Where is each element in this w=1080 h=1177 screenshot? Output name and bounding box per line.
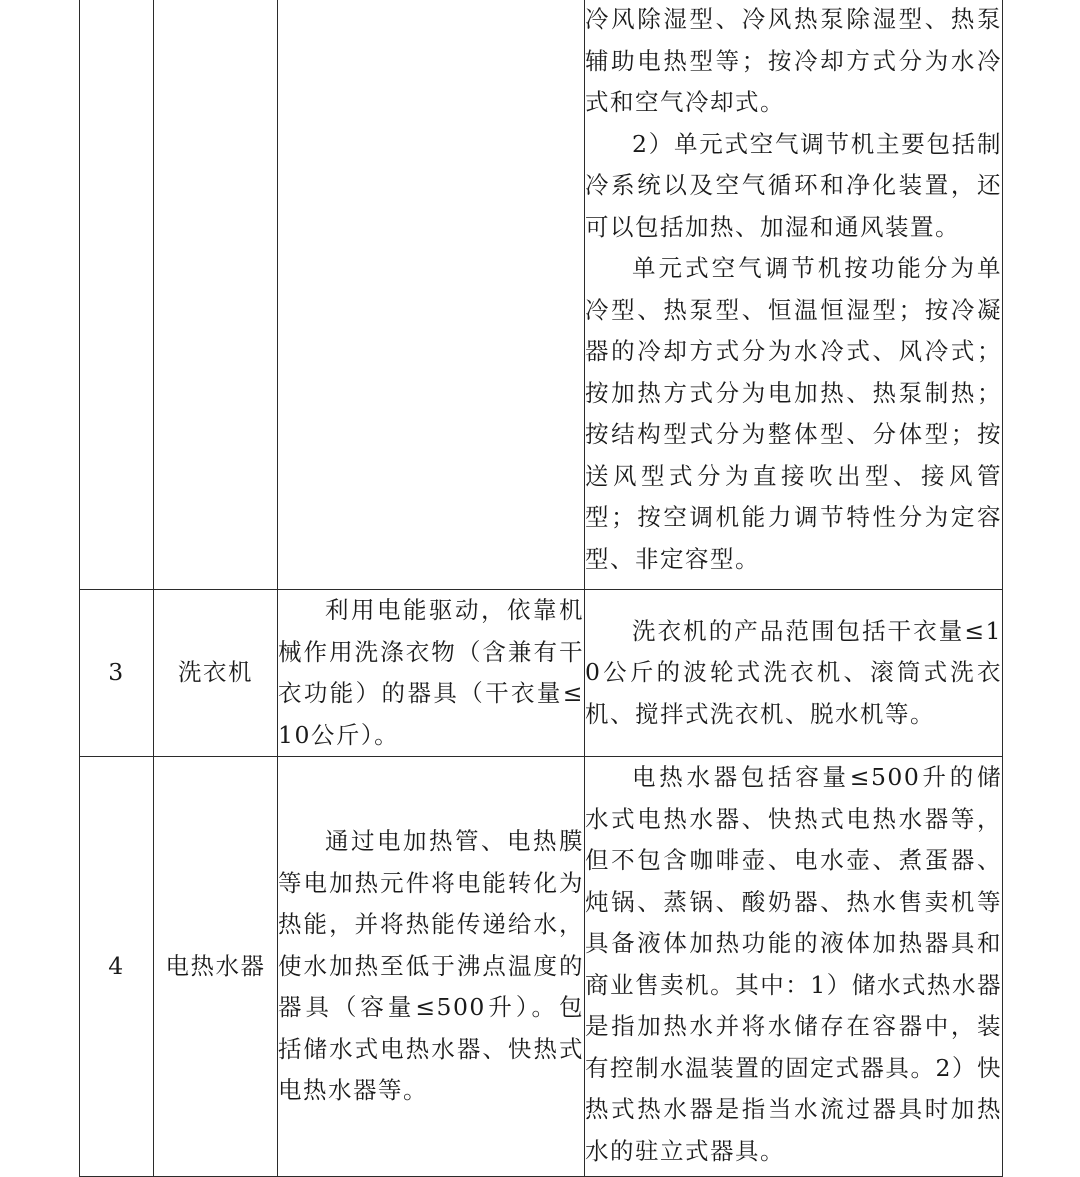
row-number-cell: 4 <box>80 757 154 1177</box>
table-row <box>80 0 1003 590</box>
scope-cell <box>585 757 1003 1177</box>
scope-paragraph: 洗衣机的产品范围包括干衣量≤10公斤的波轮式洗衣机、滚筒式洗衣机、搅拌式洗衣机、脱水机等。 <box>585 616 1002 728</box>
product-name-cell: 电热水器 <box>154 757 278 1177</box>
product-name-cell: 洗衣机 <box>154 590 278 757</box>
scope-paragraph: 2）单元式空气调节机主要包括制冷系统以及空气循环和净化装置，还可以包括加热、加湿和通风装置。 <box>585 129 1002 241</box>
scope-cell <box>585 0 1003 590</box>
definition-cell <box>278 0 585 590</box>
product-scope-table <box>79 0 1003 1177</box>
definition-cell <box>278 757 585 1177</box>
product-name-cell <box>154 0 278 590</box>
row-number-cell: 3 <box>80 590 154 757</box>
table-row <box>80 757 1003 1177</box>
definition-paragraph: 通过电加热管、电热膜等电加热元件将电能转化为热能，并将热能传递给水，使水加热至低于沸点温度的器具（容量≤500升）。包括储水式电热水器、快热式电热水器等。 <box>278 827 584 1105</box>
row-number-cell <box>80 0 154 590</box>
scope-paragraph: 单元式空气调节机按功能分为单冷型、热泵型、恒温恒湿型；按冷凝器的冷却方式分为水冷式、风冷式；按加热方式分为电加热、热泵制热；按结构型式分为整体型、分体型；按送风型式分为直接吹出型、接风管型；按空调机能力调节特性分为定容型、非定容型。 <box>585 254 1002 573</box>
scope-paragraph: 电热水器包括容量≤500升的储水式电热水器、快热式电热水器等，但不包含咖啡壶、电水壶、煮蛋器、炖锅、蒸锅、酸奶器、热水售卖机等具备液体加热功能的液体加热器具和商业售卖机。其中：1）储水式热水器是指加热水并将水储存在容器中，装有控制水温装置的固定式器具。2）快热式热水器是指当水流过器具时加热水的驻立式器具。 <box>585 763 1002 1165</box>
definition-cell <box>278 590 585 757</box>
scope-cell <box>585 590 1003 757</box>
scope-paragraph: 冷风除湿型、冷风热泵除湿型、热泵辅助电热型等；按冷却方式分为水冷式和空气冷却式。 <box>585 5 1002 116</box>
table-row <box>80 590 1003 757</box>
definition-paragraph: 利用电能驱动，依靠机械作用洗涤衣物（含兼有干衣功能）的器具（干衣量≤10公斤）。 <box>278 596 584 749</box>
